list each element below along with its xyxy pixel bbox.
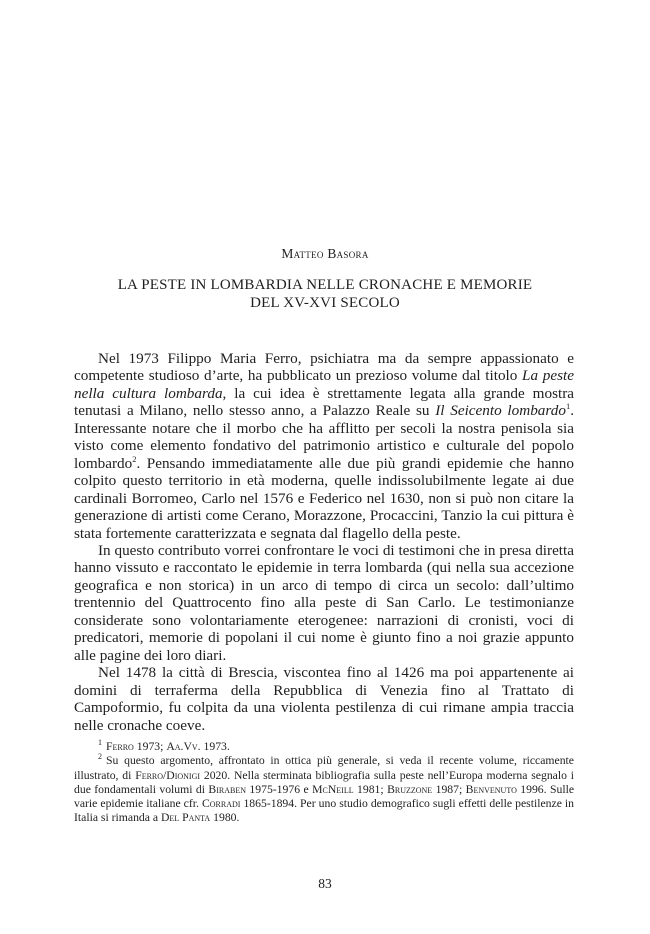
chapter-title — [90, 276, 560, 312]
paragraph-1: Nel 1973 Filippo Maria Ferro, psichiatra ma da sempre appassionato e competente studioso d’arte, ha pubblicato un prezioso volume dal titolo La peste nella cultura lombarda, la cui idea è strettamente legata alla grande mostra tenutasi a Milano, nello stesso anno, a Palazzo Reale su Il Seicento lombardo$^1$. Interessante notare che il morbo che ha afflitto per secoli la nostra penisola sia visto come elemento fondativo del patrimonio artistico e culturale del popolo lombardo$^2$. Pensando immediatamente alle due più grandi epidemie che hanno colpito questo territorio in età moderna, quelle indissolubilmente legate ai due cardinali Borromeo, Carlo nel 1576 e Federico nel 1630, non si può non citare la generazione di artisti come Cerano, Morazzone, Procaccini, Tanzio la cui pittura è stata fortemente caratterizzata e segnata dal flagello della peste. — [74, 350, 574, 542]
citation: Bruzzone — [387, 782, 433, 796]
footnote-ref[interactable]: 2 — [132, 453, 137, 464]
footnote-2: $^2$ Su questo argomento, affrontato in ottica più generale, si veda il recente volume, riccamente illustrato, di Ferro/Dionigi 2020. Nella sterminata bibliografia sulla peste nell’Europa moderna segnalo i due fondamentali volumi di Biraben 1975-1976 e McNeill 1981; Bruzzone 1987; Benvenuto 1996. Sulle varie epidemie italiane cfr. Corradi 1865-1894. Per uno studio demografico sugli effetti delle pestilenze in Italia si rimanda a Del Panta 1980. — [74, 752, 575, 825]
footnote-ref[interactable]: 1 — [565, 401, 571, 412]
citation: Del Panta — [160, 811, 211, 825]
citation: Aa.Vv. — [166, 740, 201, 753]
title-line-2: DEL XV-XVI SECOLO — [250, 295, 400, 311]
italic-title: La peste nella cultura lombarda — [74, 367, 574, 402]
footnotes — [74, 740, 574, 826]
page-number: 83 — [318, 876, 332, 891]
footnote-number: 1 — [98, 738, 102, 748]
citation: Benvenuto — [465, 782, 517, 796]
footnote-number: 2 — [98, 752, 102, 762]
citation: Ferro/Dionigi — [135, 768, 201, 782]
citation: Biraben — [208, 782, 246, 796]
title-line-1: LA PESTE IN LOMBARDIA NELLE CRONACHE E MEMORIE — [117, 277, 533, 293]
citation: Ferro — [106, 740, 134, 753]
citation: McNeill — [312, 782, 354, 796]
body-text — [74, 350, 574, 734]
author-name: Matteo Basora — [281, 246, 369, 261]
footnote-1: $^1$ Ferro 1973; Aa.Vv. 1973. — [98, 738, 230, 753]
paragraph-3: Nel 1478 la città di Brescia, visconteа fino al 1426 ma poi appartenente ai domini di terraferma della Repubblica di Venezia fino al Trattato di Campoformio, fu colpita da una violenta pestilenza di cui rimane ampia traccia nelle cronache coeve. — [74, 664, 574, 734]
paragraph-2: In questo contributo vorrei confrontare le voci di testimoni che in presa diretta hanno vissuto e raccontato le epidemie in terra lombarda (qui nella sua accezione geografica e non storica) in un arco di tempo di circa un secolo: dall’ultimo trentennio del Quattrocento fino alla peste di San Carlo. Le testimonianze considerate sono volontariamente eterogenee: narrazioni di cronisti, voci di predicatori, memorie di popolani il cui nome è giunto fino a noi grazie appunto alle pagine dei loro diari. — [74, 541, 574, 664]
italic-title: Il Seicento lombardo — [435, 402, 566, 420]
citation: Corradi — [201, 797, 241, 811]
